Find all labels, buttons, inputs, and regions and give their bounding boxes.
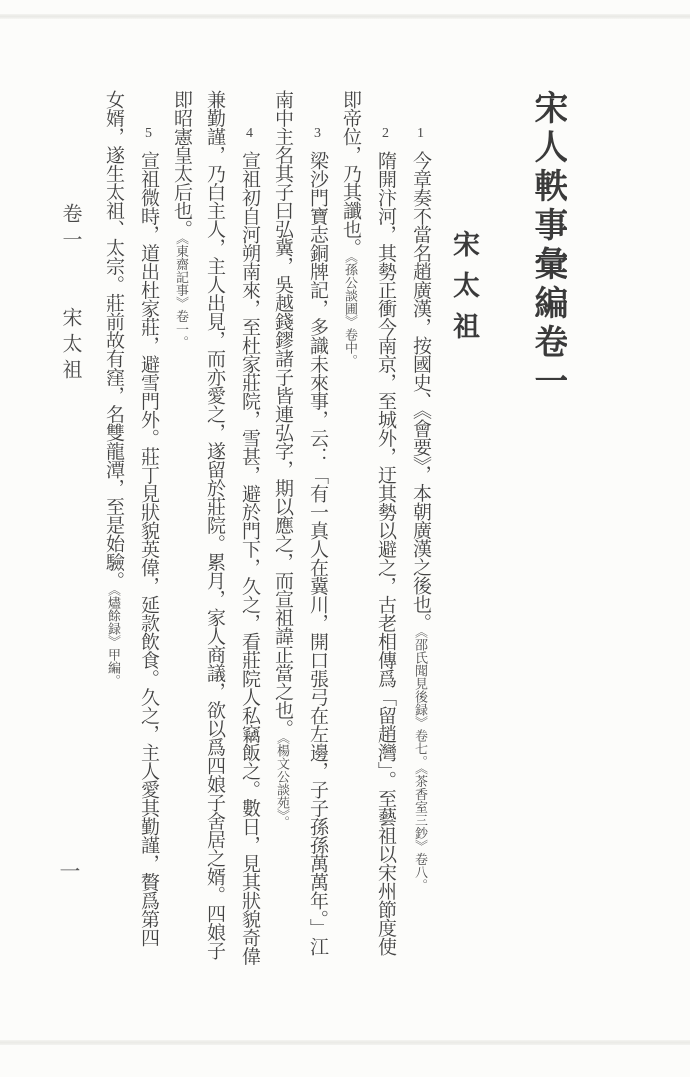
scan-edge-bottom	[0, 1040, 690, 1045]
entry-3-text: 梁沙門寶志銅牌記，多識未來事，云：「有一真人在冀川，開口張弓在左邊，子子孫孫萬萬年。」江	[307, 151, 328, 956]
running-title	[56, 203, 85, 385]
entry-3-text-continued: 南中主名其子曰弘冀，吳越錢鏐諸子皆連弘字，期以應之，而宣祖諱正當之也。	[272, 90, 293, 738]
entry-3-number: 3	[310, 126, 325, 141]
entry-1-number: 1	[413, 126, 428, 141]
entry-2-number: 2	[378, 126, 393, 141]
entry-3-column-2	[266, 90, 299, 1014]
entry-2-citation: 《孫公談圃》卷中。	[343, 256, 358, 367]
scan-edge-top	[0, 14, 690, 19]
entry-4-text-end: 即昭憲皇太后也。	[171, 90, 192, 238]
entry-3-citation: 《楊文公談苑》。	[275, 737, 290, 829]
entry-1-citation: 《邵氏聞見後録》卷七。《茶香室三鈔》卷八。	[413, 631, 428, 892]
entry-2-text: 隋開汴河，其勢正衝今南京，至城外，迂其勢以避之，古老相傳爲「留趙灣」。至藝祖以宋州節度使	[375, 151, 396, 956]
entry-5-column-1	[132, 90, 165, 1014]
text-block	[97, 90, 567, 1014]
entry-5-number: 5	[141, 126, 156, 141]
entry-2-column-2	[334, 90, 367, 1014]
entry-4-column-1	[233, 90, 266, 1014]
entry-1-column-1	[404, 90, 437, 1014]
entry-5-column-2	[97, 90, 130, 1014]
entry-2-column-1	[369, 90, 402, 1014]
running-title-section: 宋太祖	[59, 307, 81, 385]
entry-4-citation: 《東齋記事》卷一。	[174, 238, 189, 349]
section-heading: 宋太祖	[449, 230, 479, 353]
entry-5-text-continued: 女婿，遂生太祖、太宗。莊前故有窪，名雙龍潭，至是始驗。	[103, 90, 124, 590]
entry-4-text-continued: 兼勤謹，乃白主人，主人出見，而亦愛之，遂留於莊院。累月，家人商議，欲以爲四娘子舍居之婿。四娘子	[204, 90, 225, 960]
entry-2-text-continued: 即帝位，乃其讖也。	[340, 90, 361, 257]
entry-4-column-2	[198, 90, 231, 1014]
entry-5-citation: 《燼餘録》甲編。	[106, 589, 121, 687]
book-title: 宋人軼事彙編卷一	[529, 90, 566, 402]
running-title-gap	[70, 255, 71, 307]
entry-3-column-1	[301, 90, 334, 1014]
folio-page-number: 一	[57, 860, 81, 881]
running-title-volume: 卷一	[59, 203, 81, 255]
entry-1-text: 今章奏不當名趙廣漢，按國史、《會要》，本朝廣漢之後也。	[410, 151, 431, 632]
entry-4-number: 4	[242, 126, 257, 141]
entry-4-column-3	[165, 90, 198, 1014]
entry-5-text: 宣祖微時，道出杜家莊，避雪門外。莊丁見狀貌英偉，延款飲食。久之，主人愛其勤謹，贅爲第四	[138, 151, 159, 947]
entry-4-text: 宣祖初自河朔南來，至杜家莊院，雪甚，避於門下，久之，看莊院人私竊飯之。數日，見其狀貌奇偉	[239, 151, 260, 965]
